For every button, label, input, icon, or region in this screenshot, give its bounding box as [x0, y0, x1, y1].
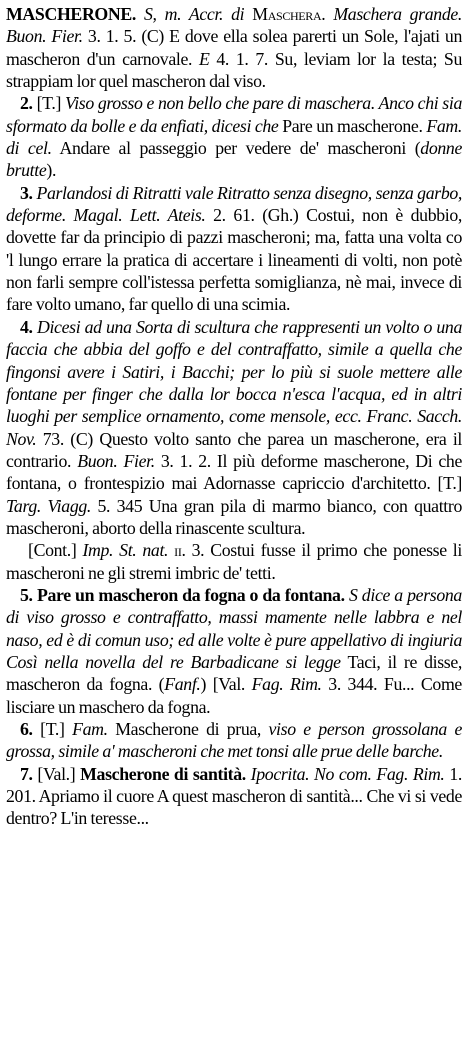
sense-3-segment: Parlandosi di Ritratti vale Ritratto senza disegno, senza garbo, deforme. Magal. Lett. Ateis. — [6, 182, 462, 226]
sense-4-segment: Buon. Fier. — [77, 450, 155, 471]
sense-4-cont-segment: Imp. St. nat. — [82, 540, 169, 561]
paragraph-sense-3 — [6, 182, 462, 316]
entry-head-segment: Maschera grande. Buon. Fier. — [6, 4, 462, 47]
sense-4-cont-segment: ii — [174, 540, 182, 561]
sense-2-segment: 2. — [20, 93, 33, 114]
sense-4-segment: 4. — [20, 316, 33, 337]
sense-6-segment: Fam. — [72, 719, 108, 739]
sense-5-segment: ) [Val. — [200, 674, 252, 695]
sense-4-segment: 3. 1. 2. Il più deforme mascherone, Di che fontana, o frontespizio mai Adornasse capriccio d'architetto. [T.] — [6, 450, 462, 494]
entry-head-segment: 3. 1. 5. (C) E dove ella solea parerti un Sole, l'ajati un mascheron d'un carnovale. — [6, 26, 462, 69]
sense-5-segment: 3. 344. Fu... Come lisciare un maschero da fogna. — [6, 674, 462, 717]
sense-5-segment: 5. — [20, 584, 33, 605]
entry-head-segment: 4. 1. 7. Su, leviam lor la testa; Su strappiam lor quel mascheron dal viso. — [6, 48, 462, 92]
sense-3-segment: 2. 61. (Gh.) Costui, non è dubbio, dovette far da principio di pazzi mascheroni; ma, fatta una volta co 'l lungo errare la pratica di accertare i lineamenti di volti, non potè non farli sempre coll'istessa perfetta somiglianza, nè mai, invece di fare volto umano, far quello di una scimia. — [6, 205, 462, 315]
entry-head-segment: Maschera — [252, 4, 322, 24]
entry-head-segment — [136, 4, 144, 24]
entry-head-segment: S, m. Accr. di — [144, 4, 253, 24]
sense-2-segment: [T.] — [32, 93, 65, 114]
sense-4-segment: 5. 345 Una gran pila di marmo bianco, con quattro mascheroni, aborto della rinascente scultura. — [6, 495, 462, 538]
sense-2-segment: Pare un mascherone. — [278, 115, 427, 136]
paragraph-sense-4 — [6, 316, 462, 539]
sense-3-segment: 3. — [20, 182, 33, 203]
sense-7-segment: Mascherone di santità. — [80, 763, 246, 784]
entry-mascherone — [6, 3, 462, 830]
paragraph-sense-6 — [6, 718, 462, 763]
sense-4-segment: Targ. Viagg. — [6, 495, 91, 516]
sense-4-segment: Dicesi ad una Sorta di scultura che rappresenti un volto o una faccia che abbia del goffo e del contraffatto, simile a quella che fingonsi avere i Satiri, i Bacchi; per lo più si suole mettere alle fontane per finger che dalla lor bocca n'esca l'acqua, ed in altri luoghi per semplice ornamento, come mensole, ecc. Franc. Sacch. Nov. — [6, 316, 462, 449]
sense-5-segment: Taci, il re disse, mascheron da fogna. ( — [6, 651, 463, 695]
sense-2-segment: Fam. di cel. — [6, 115, 462, 159]
sense-5-segment: Fanf. — [164, 674, 201, 695]
paragraph-sense-5 — [6, 584, 462, 718]
sense-7-segment: 7. — [20, 763, 33, 784]
entry-head-segment: E — [198, 48, 210, 69]
sense-7-segment: 1. 201. Apriamo il cuore A quest mascheron di santità... Che vi si vede dentro? L'in teresse... — [6, 763, 462, 829]
sense-7-segment: Ipocrita. No com. Fag. Rim. — [250, 763, 445, 784]
paragraph-sense-7 — [6, 763, 462, 830]
sense-5-segment: Pare un mascheron da fogna o da fontana. — [36, 584, 345, 605]
sense-6-segment: 6. — [20, 719, 33, 739]
entry-head-segment: . — [321, 4, 334, 24]
sense-2-segment: donne brutte — [6, 138, 462, 181]
paragraph-sense-4-cont — [6, 539, 462, 584]
sense-5-segment: Fag. Rim. — [251, 674, 322, 695]
sense-4-segment: 73. (C) Questo volto santo che parea un mascherone, era il contrario. — [6, 428, 462, 471]
sense-7-segment: [Val.] — [32, 763, 81, 784]
sense-2-segment: ). — [46, 160, 57, 181]
paragraph-entry-head — [6, 3, 462, 92]
sense-2-segment: Viso grosso e non bello che pare di maschera. Anco chi sia sformato da bolle e da enfiati, dicesi che — [6, 93, 462, 136]
sense-5-segment: S dice a persona di viso grosso e contraffatto, massi mamente nelle labbra e nel naso, ed è di comun uso; ed alle volte è pure appellativo di ingiuria Così nella novella del re Barbadicane si legge — [6, 584, 462, 672]
sense-6-segment: viso e person grossolana e grossa, simile a' mascheroni che met tonsi alle prue delle barche. — [6, 719, 462, 762]
sense-4-cont-segment: [Cont.] — [28, 540, 83, 561]
paragraph-sense-2 — [6, 92, 462, 181]
sense-2-segment: Andare al passeggio per vedere de' mascheroni ( — [51, 138, 421, 159]
sense-6-segment: Mascherone di prua, — [107, 719, 269, 739]
entry-head-segment: MASCHERONE. — [6, 4, 137, 24]
sense-6-segment: [T.] — [32, 719, 73, 739]
sense-4-cont-segment: . 3. Costui fusse il primo che ponesse li mascheroni ne gli stremi imbric de' tetti. — [6, 540, 462, 583]
